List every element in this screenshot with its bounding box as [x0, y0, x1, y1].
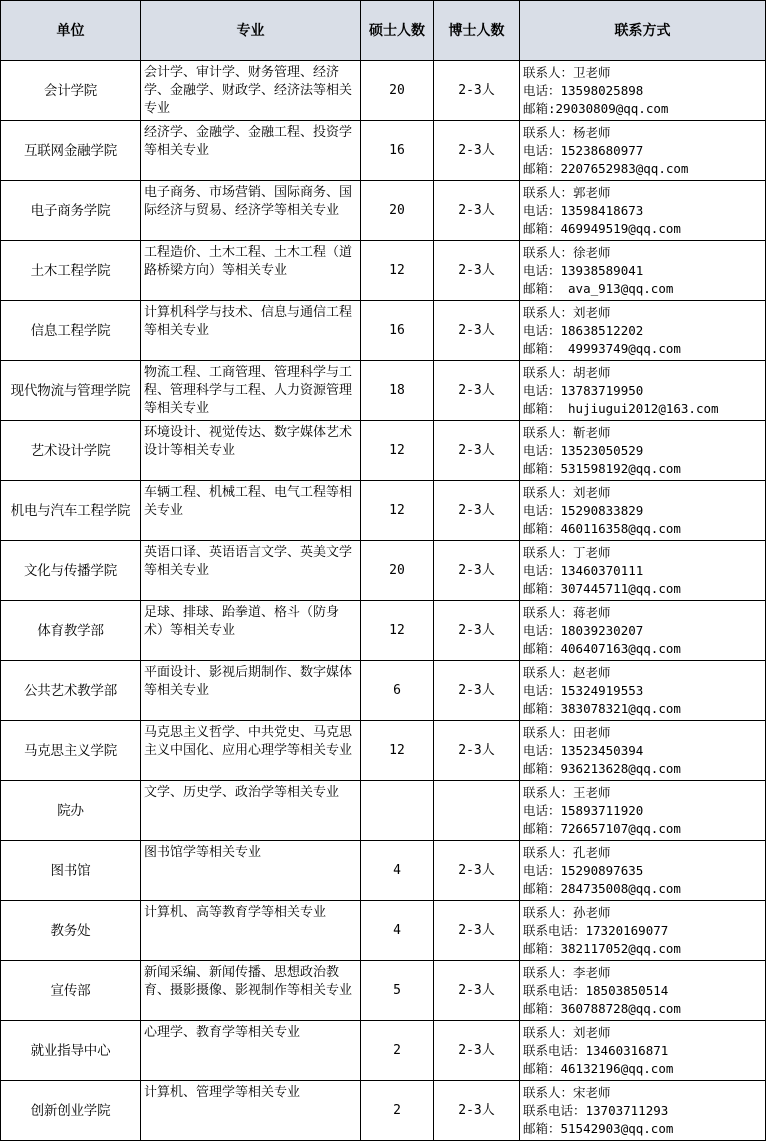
major-cell: 平面设计、影视后期制作、数字媒体等相关专业	[141, 661, 361, 721]
contact-cell	[520, 181, 766, 241]
contact-phone: 电话：13598025898	[523, 83, 644, 98]
contact-person: 联系人：靳老师	[523, 425, 611, 440]
contact-email: 邮箱：469949519@qq.com	[523, 221, 681, 236]
header-master-count: 硕士人数	[361, 1, 434, 61]
contact-person: 联系人：徐老师	[523, 245, 611, 260]
contact-phone: 电话：15893711920	[523, 803, 644, 818]
master-count-cell: 2	[361, 1081, 434, 1141]
major-cell: 计算机、管理学等相关专业	[141, 1081, 361, 1141]
header-major: 专业	[141, 1, 361, 61]
doctor-count-cell: 2-3人	[434, 181, 520, 241]
contact-person: 联系人：孔老师	[523, 845, 611, 860]
doctor-count-cell: 2-3人	[434, 361, 520, 421]
unit-cell: 就业指导中心	[1, 1021, 141, 1081]
contact-cell	[520, 841, 766, 901]
doctor-count-cell: 2-3人	[434, 661, 520, 721]
contact-phone: 电话：13783719950	[523, 383, 644, 398]
contact-person: 联系人：卫老师	[523, 65, 611, 80]
table-row	[1, 661, 766, 721]
contact-email: 邮箱：51542903@qq.com	[523, 1121, 674, 1136]
contact-person: 联系人：田老师	[523, 725, 611, 740]
master-count-cell: 2	[361, 1021, 434, 1081]
contact-cell	[520, 421, 766, 481]
contact-email: 邮箱：383078321@qq.com	[523, 701, 681, 716]
table-header	[1, 1, 766, 61]
doctor-count-cell: 2-3人	[434, 961, 520, 1021]
contact-person: 联系人：宋老师	[523, 1085, 611, 1100]
header-unit: 单位	[1, 1, 141, 61]
contact-email: 邮箱： ava_913@qq.com	[523, 281, 674, 296]
contact-phone: 电话：15238680977	[523, 143, 644, 158]
major-cell: 车辆工程、机械工程、电气工程等相关专业	[141, 481, 361, 541]
doctor-count-cell: 2-3人	[434, 841, 520, 901]
major-cell: 心理学、教育学等相关专业	[141, 1021, 361, 1081]
unit-cell: 土木工程学院	[1, 241, 141, 301]
contact-cell	[520, 781, 766, 841]
contact-person: 联系人：刘老师	[523, 1025, 611, 1040]
table-row	[1, 241, 766, 301]
unit-cell: 公共艺术教学部	[1, 661, 141, 721]
major-cell: 工程造价、土木工程、土木工程（道路桥梁方向）等相关专业	[141, 241, 361, 301]
table-row	[1, 601, 766, 661]
master-count-cell: 6	[361, 661, 434, 721]
contact-person: 联系人：杨老师	[523, 125, 611, 140]
contact-person: 联系人：蒋老师	[523, 605, 611, 620]
table-row	[1, 421, 766, 481]
table-row	[1, 781, 766, 841]
unit-cell: 会计学院	[1, 61, 141, 121]
unit-cell: 院办	[1, 781, 141, 841]
doctor-count-cell: 2-3人	[434, 421, 520, 481]
major-cell: 会计学、审计学、财务管理、经济学、金融学、财政学、经济法等相关专业	[141, 61, 361, 121]
contact-person: 联系人：刘老师	[523, 305, 611, 320]
master-count-cell: 18	[361, 361, 434, 421]
table-row	[1, 901, 766, 961]
table-row	[1, 541, 766, 601]
contact-phone: 联系电话：13460316871	[523, 1043, 669, 1058]
contact-phone: 电话：13523450394	[523, 743, 644, 758]
doctor-count-cell: 2-3人	[434, 1021, 520, 1081]
contact-cell	[520, 481, 766, 541]
table-row	[1, 61, 766, 121]
doctor-count-cell: 2-3人	[434, 1081, 520, 1141]
doctor-count-cell: 2-3人	[434, 721, 520, 781]
major-cell: 马克思主义哲学、中共党史、马克思主义中国化、应用心理学等相关专业	[141, 721, 361, 781]
contact-cell	[520, 961, 766, 1021]
major-cell: 新闻采编、新闻传播、思想政治教育、摄影摄像、影视制作等相关专业	[141, 961, 361, 1021]
contact-phone: 电话：13598418673	[523, 203, 644, 218]
major-cell: 计算机科学与技术、信息与通信工程等相关专业	[141, 301, 361, 361]
master-count-cell: 16	[361, 121, 434, 181]
unit-cell: 机电与汽车工程学院	[1, 481, 141, 541]
header-row	[1, 1, 766, 61]
unit-cell: 艺术设计学院	[1, 421, 141, 481]
master-count-cell: 20	[361, 61, 434, 121]
master-count-cell	[361, 781, 434, 841]
contact-email: 邮箱：2207652983@qq.com	[523, 161, 689, 176]
table-row	[1, 1021, 766, 1081]
major-cell: 计算机、高等教育学等相关专业	[141, 901, 361, 961]
contact-phone: 电话：18039230207	[523, 623, 644, 638]
table-row	[1, 121, 766, 181]
doctor-count-cell: 2-3人	[434, 301, 520, 361]
contact-cell	[520, 601, 766, 661]
major-cell: 经济学、金融学、金融工程、投资学等相关专业	[141, 121, 361, 181]
contact-email: 邮箱：307445711@qq.com	[523, 581, 681, 596]
contact-cell	[520, 901, 766, 961]
contact-cell	[520, 121, 766, 181]
contact-email: 邮箱：460116358@qq.com	[523, 521, 681, 536]
contact-cell	[520, 61, 766, 121]
contact-email: 邮箱：726657107@qq.com	[523, 821, 681, 836]
unit-cell: 文化与传播学院	[1, 541, 141, 601]
master-count-cell: 16	[361, 301, 434, 361]
contact-cell	[520, 1021, 766, 1081]
table-row	[1, 481, 766, 541]
doctor-count-cell: 2-3人	[434, 61, 520, 121]
contact-person: 联系人：丁老师	[523, 545, 611, 560]
contact-person: 联系人：孙老师	[523, 905, 611, 920]
contact-cell	[520, 361, 766, 421]
contact-email: 邮箱：531598192@qq.com	[523, 461, 681, 476]
contact-email: 邮箱：284735008@qq.com	[523, 881, 681, 896]
contact-email: 邮箱：936213628@qq.com	[523, 761, 681, 776]
contact-phone: 电话：13460370111	[523, 563, 644, 578]
contact-phone: 电话：15290833829	[523, 503, 644, 518]
major-cell: 环境设计、视觉传达、数字媒体艺术设计等相关专业	[141, 421, 361, 481]
contact-cell	[520, 661, 766, 721]
doctor-count-cell: 2-3人	[434, 481, 520, 541]
major-cell: 电子商务、市场营销、国际商务、国际经济与贸易、经济学等相关专业	[141, 181, 361, 241]
contact-phone: 电话：15324919553	[523, 683, 644, 698]
doctor-count-cell: 2-3人	[434, 541, 520, 601]
table-row	[1, 1081, 766, 1141]
major-cell: 图书馆学等相关专业	[141, 841, 361, 901]
contact-person: 联系人：李老师	[523, 965, 611, 980]
contact-phone: 电话：13523050529	[523, 443, 644, 458]
contact-cell	[520, 241, 766, 301]
table-row	[1, 181, 766, 241]
doctor-count-cell: 2-3人	[434, 241, 520, 301]
master-count-cell: 12	[361, 481, 434, 541]
major-cell: 足球、排球、跆拳道、格斗（防身术）等相关专业	[141, 601, 361, 661]
contact-cell	[520, 541, 766, 601]
contact-email: 邮箱:29030809@qq.com	[523, 101, 669, 116]
table-row	[1, 721, 766, 781]
contact-phone: 联系电话：18503850514	[523, 983, 669, 998]
major-cell: 物流工程、工商管理、管理科学与工程、管理科学与工程、人力资源管理等相关专业	[141, 361, 361, 421]
contact-phone: 电话：18638512202	[523, 323, 644, 338]
contact-email: 邮箱：46132196@qq.com	[523, 1061, 674, 1076]
unit-cell: 现代物流与管理学院	[1, 361, 141, 421]
contact-email: 邮箱： hujiugui2012@163.com	[523, 401, 719, 416]
doctor-count-cell: 2-3人	[434, 121, 520, 181]
contact-email: 邮箱：360788728@qq.com	[523, 1001, 681, 1016]
contact-email: 邮箱：406407163@qq.com	[523, 641, 681, 656]
unit-cell: 马克思主义学院	[1, 721, 141, 781]
contact-phone: 电话：13938589041	[523, 263, 644, 278]
contact-phone: 联系电话：17320169077	[523, 923, 669, 938]
major-cell: 文学、历史学、政治学等相关专业	[141, 781, 361, 841]
contact-phone: 联系电话：13703711293	[523, 1103, 669, 1118]
contact-phone: 电话：15290897635	[523, 863, 644, 878]
master-count-cell: 4	[361, 901, 434, 961]
master-count-cell: 20	[361, 181, 434, 241]
contact-person: 联系人：王老师	[523, 785, 611, 800]
doctor-count-cell: 2-3人	[434, 601, 520, 661]
unit-cell: 教务处	[1, 901, 141, 961]
major-cell: 英语口译、英语语言文学、英美文学等相关专业	[141, 541, 361, 601]
unit-cell: 电子商务学院	[1, 181, 141, 241]
master-count-cell: 4	[361, 841, 434, 901]
unit-cell: 图书馆	[1, 841, 141, 901]
header-contact: 联系方式	[520, 1, 766, 61]
contact-email: 邮箱： 49993749@qq.com	[523, 341, 681, 356]
table-row	[1, 301, 766, 361]
table-row	[1, 361, 766, 421]
unit-cell: 体育教学部	[1, 601, 141, 661]
contact-person: 联系人：赵老师	[523, 665, 611, 680]
unit-cell: 互联网金融学院	[1, 121, 141, 181]
contact-person: 联系人：胡老师	[523, 365, 611, 380]
contact-cell	[520, 301, 766, 361]
contact-cell	[520, 1081, 766, 1141]
doctor-count-cell	[434, 781, 520, 841]
unit-cell: 创新创业学院	[1, 1081, 141, 1141]
master-count-cell: 12	[361, 601, 434, 661]
table-row	[1, 961, 766, 1021]
master-count-cell: 5	[361, 961, 434, 1021]
master-count-cell: 20	[361, 541, 434, 601]
doctor-count-cell: 2-3人	[434, 901, 520, 961]
unit-cell: 宣传部	[1, 961, 141, 1021]
header-doctor-count: 博士人数	[434, 1, 520, 61]
master-count-cell: 12	[361, 721, 434, 781]
master-count-cell: 12	[361, 241, 434, 301]
contact-email: 邮箱：382117052@qq.com	[523, 941, 681, 956]
table-row	[1, 841, 766, 901]
contact-cell	[520, 721, 766, 781]
unit-cell: 信息工程学院	[1, 301, 141, 361]
table-body	[1, 61, 766, 1141]
contact-person: 联系人：郭老师	[523, 185, 611, 200]
contact-person: 联系人：刘老师	[523, 485, 611, 500]
master-count-cell: 12	[361, 421, 434, 481]
